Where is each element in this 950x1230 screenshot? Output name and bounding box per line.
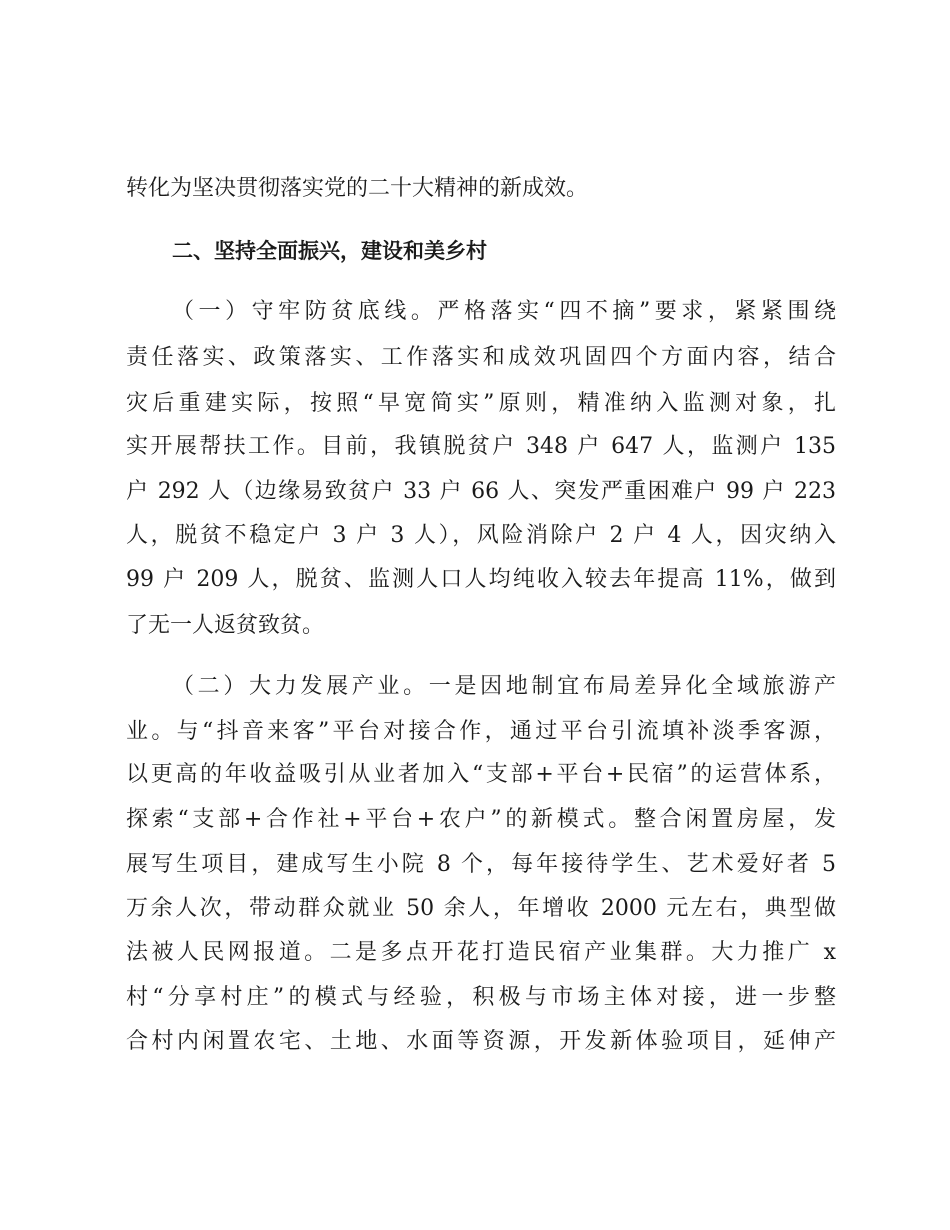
- paragraph1-line: 灾后重建实际，按照“早宽简实”原则，精准纳入监测对象，扎: [126, 391, 836, 416]
- paragraph2-line: 法被人民网报道。二是多点开花打造民宿产业集群。大力推广 x: [126, 940, 836, 965]
- paragraph1-line: 了无一人返贫致贫。: [126, 613, 325, 638]
- paragraph2-line: 展写生项目，建成写生小院 8 个，每年接待学生、艺术爱好者 5: [126, 852, 836, 877]
- paragraph1-line: 户 292 人（边缘易致贫户 33 户 66 人、突发严重困难户 99 户 223: [126, 479, 836, 504]
- paragraph2-line: 业。与“抖音来客”平台对接合作，通过平台引流填补淡季客源，: [126, 719, 836, 744]
- paragraph1-line: 责任落实、政策落实、工作落实和成效巩固四个方面内容，结合: [126, 345, 836, 370]
- paragraph1-line: 99 户 209 人，脱贫、监测人口人均纯收入较去年提高 11%，做到: [126, 567, 836, 592]
- paragraph2-line: 村“分享村庄”的模式与经验，积极与市场主体对接，进一步整: [126, 985, 836, 1010]
- paragraph1-line: 实开展帮扶工作。目前，我镇脱贫户 348 户 647 人，监测户 135: [126, 434, 836, 459]
- paragraph2-line: 万余人次，带动群众就业 50 余人，年增收 2000 元左右，典型做: [126, 896, 836, 921]
- paragraph1-line: 人，脱贫不稳定户 3 户 3 人），风险消除户 2 户 4 人，因灾纳入: [126, 523, 836, 548]
- paragraph2-line: 探索“支部+合作社+平台+农户”的新模式。整合闲置房屋，发: [126, 807, 836, 832]
- paragraph2-line: 合村内闲置农宅、土地、水面等资源，开发新体验项目，延伸产: [126, 1029, 836, 1054]
- paragraph1-line: （一）守牢防贫底线。严格落实“四不摘”要求，紧紧围绕: [172, 299, 836, 324]
- paragraph2-line: （二）大力发展产业。一是因地制宜布局差异化全域旅游产: [172, 674, 836, 699]
- paragraph2-line: 以更高的年收益吸引从业者加入“支部+平台+民宿”的运营体系，: [126, 762, 836, 787]
- section-heading: 二、坚持全面振兴，建设和美乡村: [172, 239, 487, 263]
- intro-line: 转化为坚决贯彻落实党的二十大精神的新成效。: [126, 176, 589, 201]
